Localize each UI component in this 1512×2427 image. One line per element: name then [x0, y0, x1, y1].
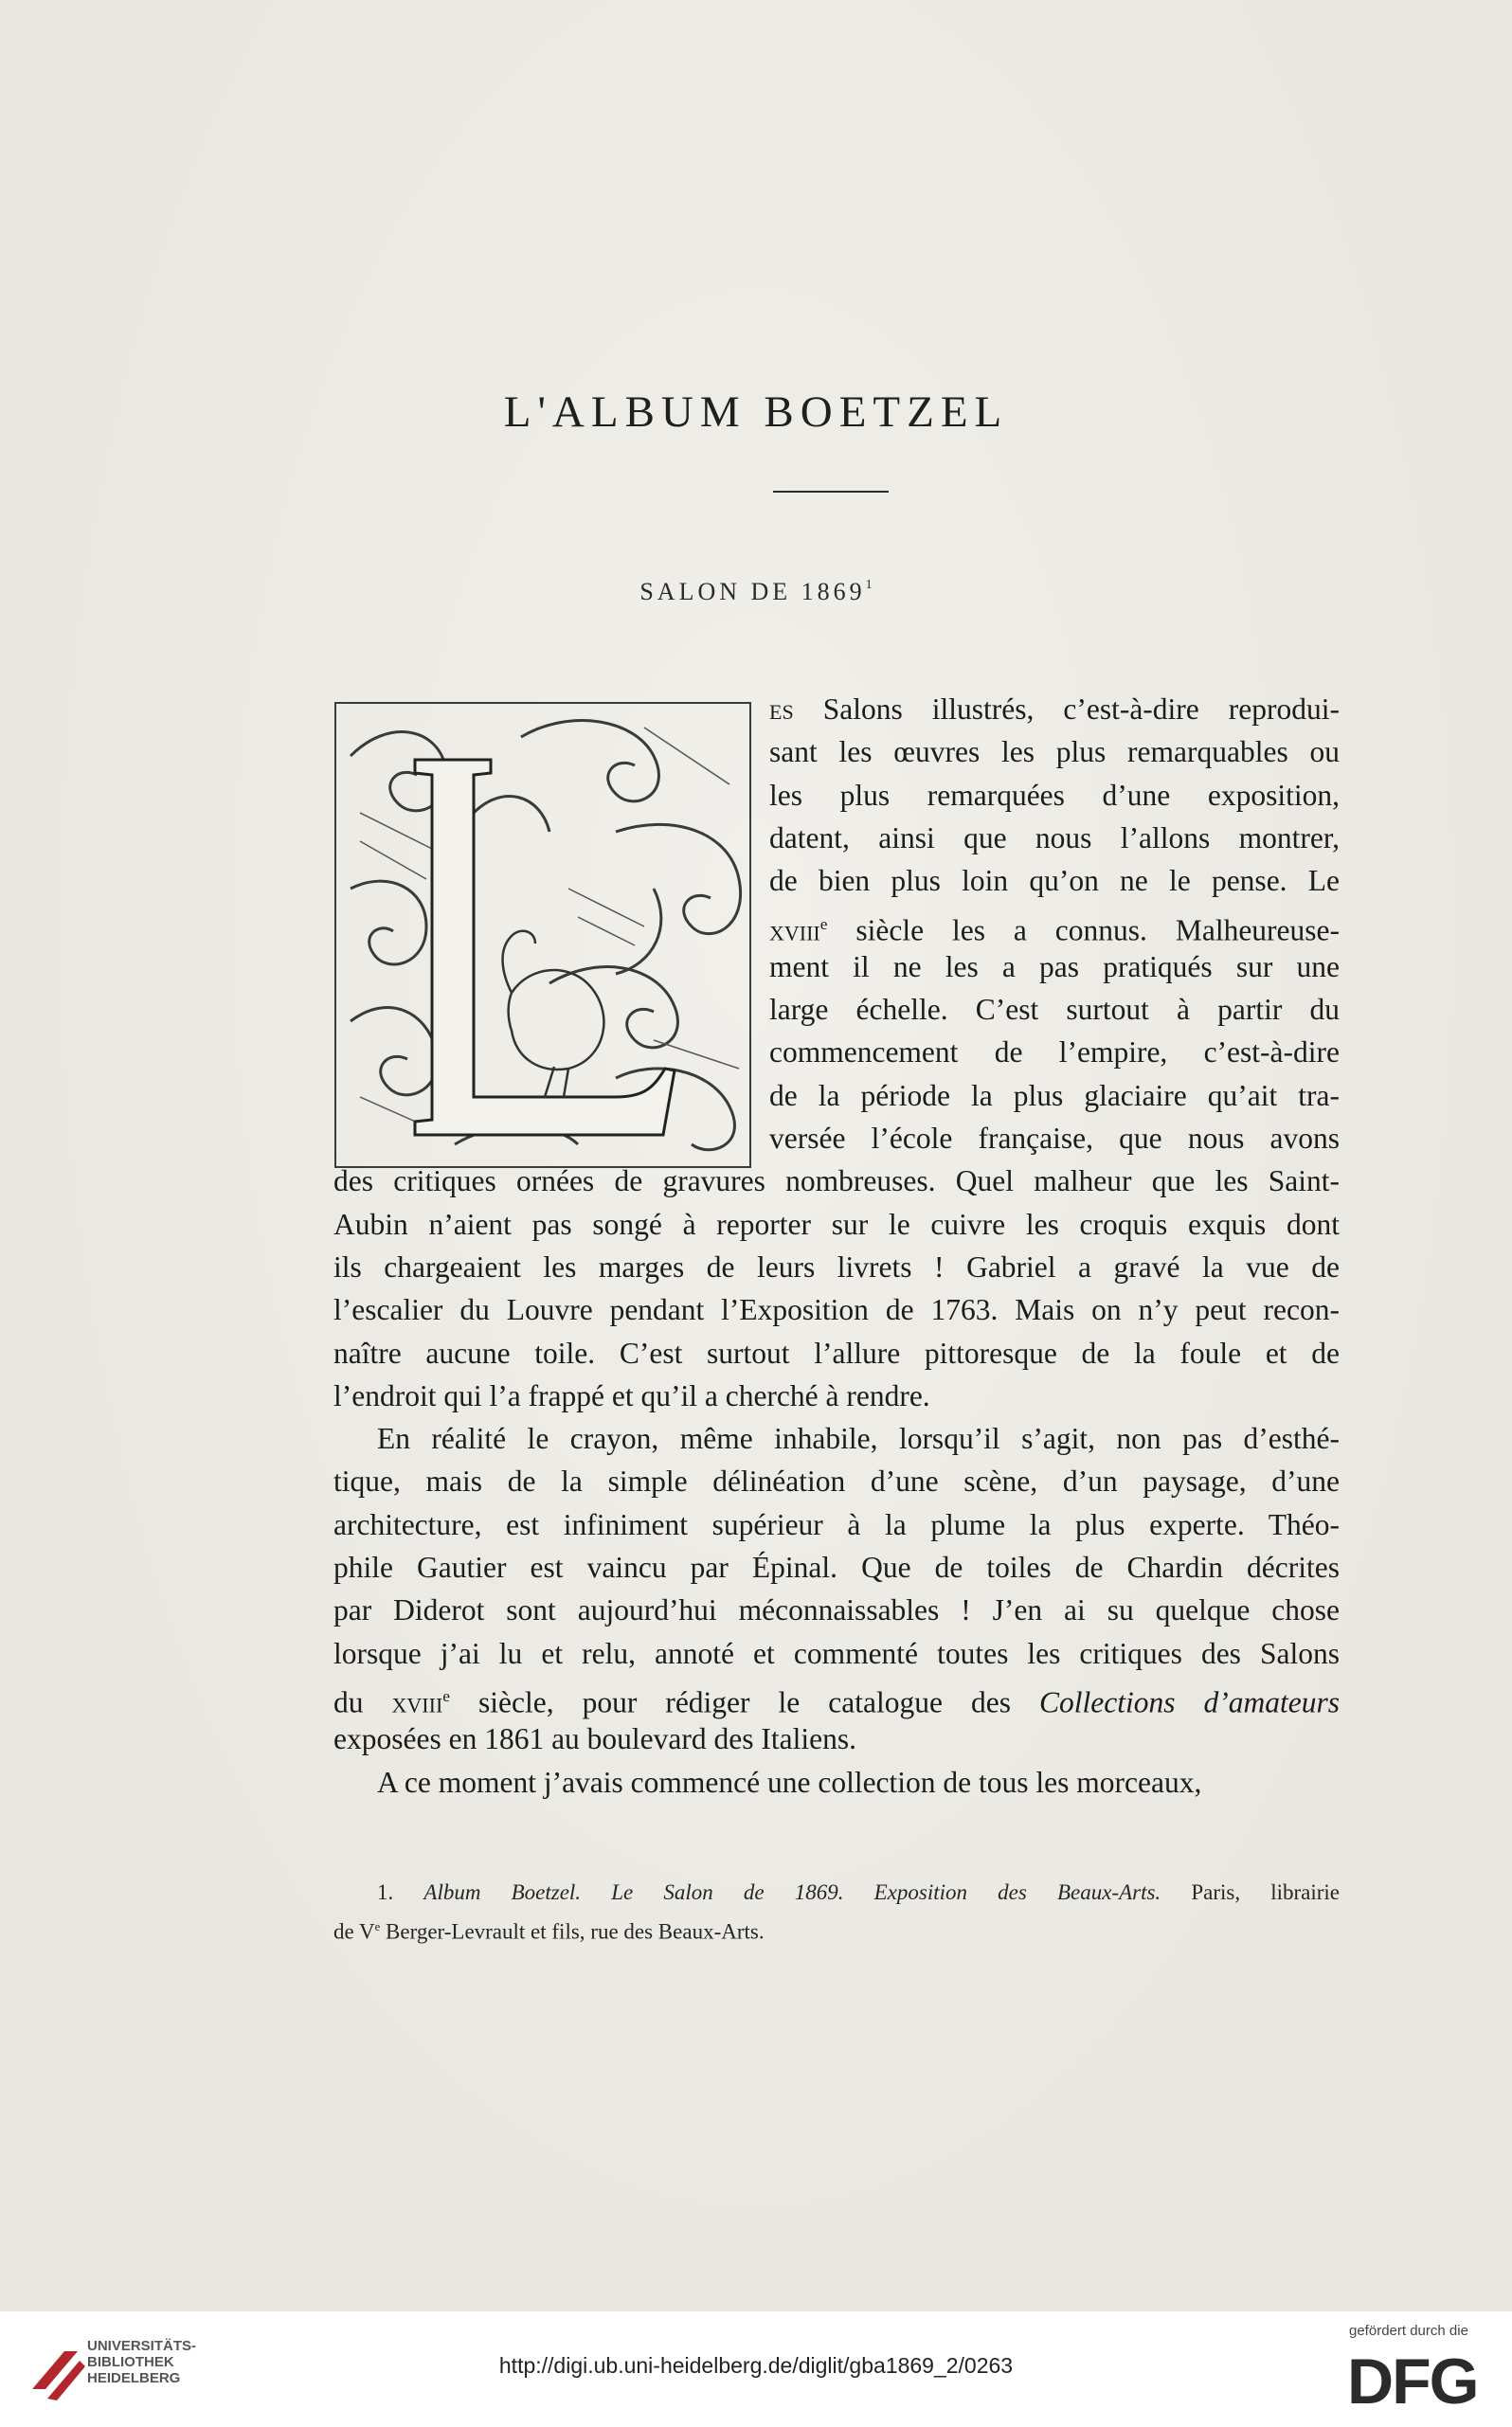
text-line [333, 1246, 1340, 1288]
text-run: Album Boetzel. Le Salon de 1869. Exposition des Beaux-Arts. [423, 1880, 1161, 1904]
text-run: siècle les a connus. Malheureuse- [827, 913, 1340, 946]
subtitle [0, 578, 1512, 606]
text-run: l’endroit qui l’a frappé et qu’il a cherché à rendre. [333, 1378, 930, 1412]
page-title: L'ALBUM BOETZEL [503, 387, 1009, 437]
text-run: l’escalier du Louvre pendant l’Exposition de 1763. Mais on n’y peut recon- [333, 1293, 1340, 1327]
text-run: phile Gautier est vaincu par Épinal. Que de toiles de Chardin décrites [333, 1551, 1340, 1584]
text-run: naître aucune toile. C’est surtout l’allure pittoresque de la foule et de [333, 1336, 1340, 1370]
text-run: commencement de l’empire, c’est-à-dire [769, 1035, 1340, 1070]
text-line [333, 1160, 1340, 1202]
text-run: de bien plus loin qu’on ne le pense. Le [769, 864, 1340, 898]
text-run: des critiques ornées de gravures nombreuses. Quel malheur que les Saint- [333, 1164, 1340, 1198]
text-run: ils chargeaient les marges de leurs livrets ! Gabriel a gravé la vue de [333, 1249, 1340, 1284]
hatching [360, 728, 739, 1135]
text-run: A ce moment j’avais commencé une collection de tous les morceaux, [377, 1765, 1202, 1799]
text-run: Aubin n’aient pas songé à reporter sur le cuivre les croquis exquis dont [333, 1207, 1340, 1241]
dfg-logo: DFG [1347, 2346, 1478, 2418]
library-line: BIBLIOTHEK [87, 2354, 174, 2370]
text-run: datent, ainsi que nous l’allons montrer, [769, 820, 1340, 854]
text-line [769, 1117, 1340, 1160]
footnote-line [333, 1876, 1340, 1910]
text-line [769, 988, 1340, 1031]
text-run: Paris, librairie [1161, 1880, 1341, 1904]
text-run: e [442, 1686, 450, 1705]
text-run: En réalité le crayon, même inhabile, lorsqu’il s’agit, non pas d’esthé- [377, 1422, 1340, 1456]
text-line [769, 859, 1340, 902]
text-run: ment il ne les a pas pratiqués sur une [769, 949, 1340, 983]
text-line [769, 817, 1340, 859]
text-run: tique, mais de la simple délinéation d’une scène, d’un paysage, d’une [333, 1465, 1340, 1499]
text-line [333, 1717, 1340, 1760]
text-run: e [819, 914, 828, 933]
text-run: les plus remarquées d’une exposition, [769, 778, 1340, 812]
text-run: de la période la plus glaciaire qu’ait tra- [769, 1078, 1340, 1112]
text-run: par Diderot sont aujourd’hui méconnaissables ! J’en ai su quelque chose [333, 1593, 1340, 1627]
text-line [769, 1031, 1340, 1073]
text-line [333, 1589, 1340, 1631]
text-run: xviii [769, 913, 820, 946]
text-line [333, 1417, 1340, 1460]
text-run: sant les œuvres les plus remarquables ou [769, 735, 1340, 769]
library-line: HEIDELBERG [87, 2370, 181, 2386]
text-line [333, 1761, 1340, 1804]
text-run: architecture, est infiniment supérieur à la plume la plus experte. Théo- [333, 1507, 1340, 1541]
text-line [769, 774, 1340, 817]
text-line [333, 1203, 1340, 1246]
text-run: Collections d’amateurs [1039, 1685, 1340, 1719]
text-run: xviii [391, 1685, 443, 1719]
text-line [333, 1546, 1340, 1589]
text-line [769, 730, 1340, 773]
text-run: de V [333, 1919, 375, 1944]
text-line [333, 1460, 1340, 1502]
text-run: es [769, 692, 794, 726]
text-run: large échelle. C’est surtout à partir du [769, 993, 1340, 1027]
text-run: 1. [377, 1880, 424, 1904]
text-line [769, 688, 1340, 730]
text-run: Berger-Levrault et fils, rue des Beaux-Arts. [380, 1919, 765, 1944]
subtitle-text: SALON DE 1869 [639, 578, 866, 605]
text-run: Salons illustrés, c’est-à-dire reprodui- [793, 692, 1340, 726]
text-run: versée l’école française, que nous avons [769, 1122, 1340, 1155]
text-line [333, 1503, 1340, 1546]
text-run: du [333, 1685, 392, 1719]
text-line [333, 1632, 1340, 1675]
text-run: lorsque j’ai lu et relu, annoté et commenté toutes les critiques des Salons [333, 1636, 1340, 1670]
footnote-line [333, 1910, 1340, 1944]
ornamental-drop-cap [332, 699, 754, 1171]
library-line: UNIVERSITÄTS- [87, 2338, 197, 2354]
text-run: e [374, 1920, 381, 1933]
letter-l-glyph [415, 760, 675, 1135]
text-line [333, 1375, 1340, 1417]
text-line [769, 1074, 1340, 1117]
text-line [769, 903, 1340, 945]
title-rule [773, 491, 889, 493]
footnote-ref: 1 [865, 578, 873, 592]
text-run: siècle, pour rédiger le catalogue des [449, 1685, 1039, 1719]
text-line [769, 945, 1340, 988]
permalink-url[interactable]: http://digi.ub.uni-heidelberg.de/diglit/gba1869_2/0263 [498, 2353, 1014, 2378]
text-line [333, 1332, 1340, 1375]
text-line [333, 1675, 1340, 1717]
bird-figure [503, 931, 604, 1097]
text-line [333, 1288, 1340, 1331]
text-run: exposées en 1861 au boulevard des Italiens. [333, 1722, 856, 1756]
foliage-ornament [351, 721, 741, 1150]
funding-caption: gefördert durch die [1349, 2323, 1468, 2339]
